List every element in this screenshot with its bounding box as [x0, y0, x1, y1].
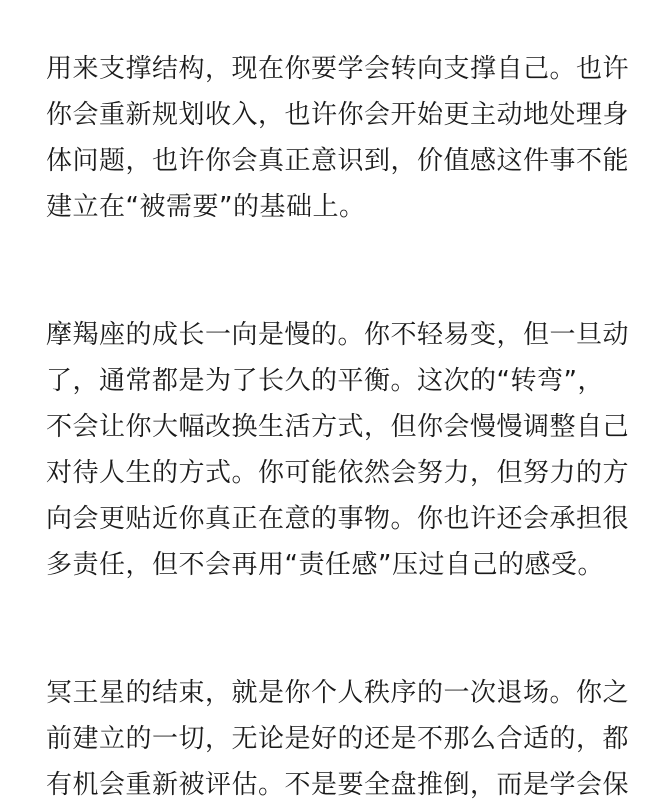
text-line: 体问题，也许你会真正意识到，价值感这件事不能	[46, 146, 630, 176]
text-line: 前建立的一切，无论是好的还是不那么合适的，都	[46, 724, 630, 754]
text-line: 用来支撑结构，现在你要学会转向支撑自己。也许	[46, 54, 630, 84]
paragraph-1	[46, 46, 636, 230]
text-line: 了，通常都是为了长久的平衡。这次的“转弯”，	[46, 366, 604, 396]
text-line: 你会重新规划收入，也许你会开始更主动地处理身	[46, 100, 630, 130]
text-line: 有机会重新被评估。不是要全盘推倒，而是学会保	[46, 770, 630, 800]
paragraph-3	[46, 670, 636, 808]
text-line: 不会让你大幅改换生活方式，但你会慢慢调整自己	[46, 412, 630, 442]
text-line: 建立在“被需要”的基础上。	[46, 192, 366, 222]
text-line: 对待人生的方式。你可能依然会努力，但努力的方	[46, 458, 630, 488]
text-line: 摩羯座的成长一向是慢的。你不轻易变，但一旦动	[46, 320, 630, 350]
text-line: 冥王星的结束，就是你个人秩序的一次退场。你之	[46, 678, 630, 708]
text-line: 多责任，但不会再用“责任感”压过自己的感受。	[46, 550, 604, 580]
paragraph-2	[46, 312, 636, 588]
text-line: 向会更贴近你真正在意的事物。你也许还会承担很	[46, 504, 630, 534]
